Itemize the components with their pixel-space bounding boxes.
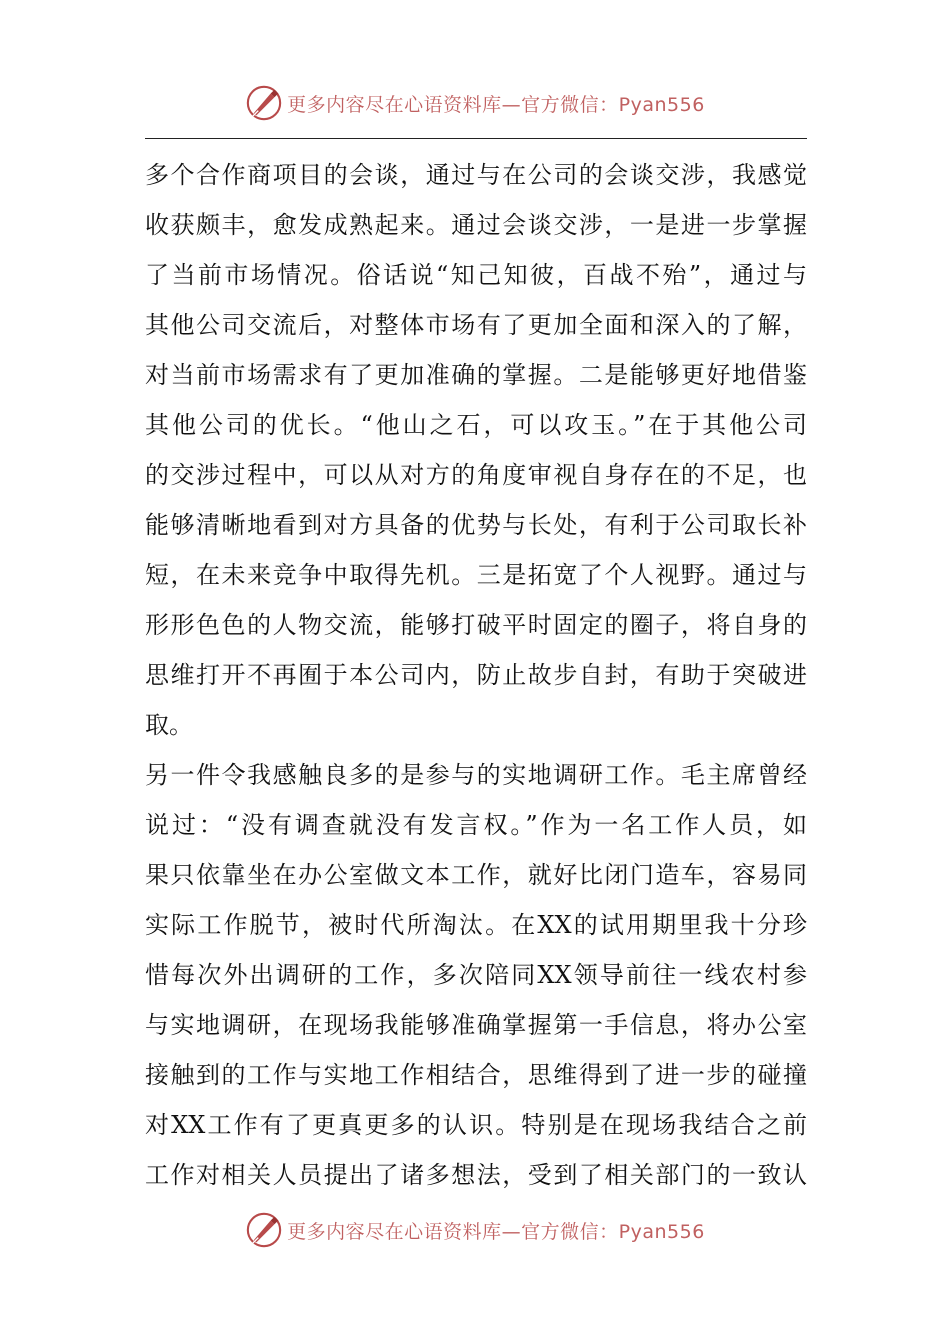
text-line: 收获颇丰，愈发成熟起来。通过会谈交涉，一是进一步掌握 — [145, 211, 807, 239]
footer-banner — [0, 1210, 950, 1250]
text-line: 短，在未来竞争中取得先机。三是拓宽了个人视野。通过与 — [145, 561, 807, 589]
text-line: 果只依靠坐在办公室做文本工作，就好比闭门造车，容易同 — [145, 861, 807, 889]
text-line: 对当前市场需求有了更加准确的掌握。二是能够更好地借鉴 — [145, 361, 807, 389]
header-divider — [145, 138, 807, 139]
text-line: 与实地调研，在现场我能够准确掌握第一手信息，将办公室 — [145, 1011, 807, 1039]
text-line: 取。 — [145, 711, 193, 739]
text-line: 思维打开不再囿于本公司内，防止故步自封，有助于突破进 — [145, 661, 807, 689]
text-line: 其他公司的优长。“他山之石，可以攻玉。”在于其他公司 — [145, 411, 807, 439]
text-line: 形形色色的人物交流，能够打破平时固定的圈子，将自身的 — [145, 611, 807, 639]
header-banner — [0, 83, 950, 123]
pen-nib-logo-icon — [245, 84, 283, 122]
text-line: 工作对相关人员提出了诸多想法，受到了相关部门的一致认 — [145, 1161, 807, 1189]
text-line: 另一件令我感触良多的是参与的实地调研工作。毛主席曾经 — [145, 761, 807, 789]
text-line: 接触到的工作与实地工作相结合，思维得到了进一步的碰撞 — [145, 1061, 807, 1089]
text-line: 对XX工作有了更真更多的认识。特别是在现场我结合之前 — [145, 1111, 807, 1139]
text-line: 其他公司交流后，对整体市场有了更加全面和深入的了解， — [145, 311, 807, 339]
text-line: 了当前市场情况。俗话说“知己知彼，百战不殆”，通过与 — [145, 261, 807, 289]
text-line: 惜每次外出调研的工作，多次陪同XX领导前往一线农村参 — [145, 961, 807, 989]
header-banner-text: 更多内容尽在心语资料库—官方微信：Pyan556 — [287, 93, 705, 116]
pen-nib-logo-icon — [245, 1211, 283, 1249]
document-body — [145, 150, 807, 1200]
text-line: 的交涉过程中，可以从对方的角度审视自身存在的不足，也 — [145, 461, 807, 489]
footer-banner-text: 更多内容尽在心语资料库—官方微信：Pyan556 — [287, 1220, 705, 1243]
text-line: 多个合作商项目的会谈，通过与在公司的会谈交涉，我感觉 — [145, 161, 807, 189]
text-line: 实际工作脱节，被时代所淘汰。在XX的试用期里我十分珍 — [145, 911, 807, 939]
text-line: 能够清晰地看到对方具备的优势与长处，有利于公司取长补 — [145, 511, 807, 539]
text-line: 说过：“没有调查就没有发言权。”作为一名工作人员，如 — [145, 811, 807, 839]
